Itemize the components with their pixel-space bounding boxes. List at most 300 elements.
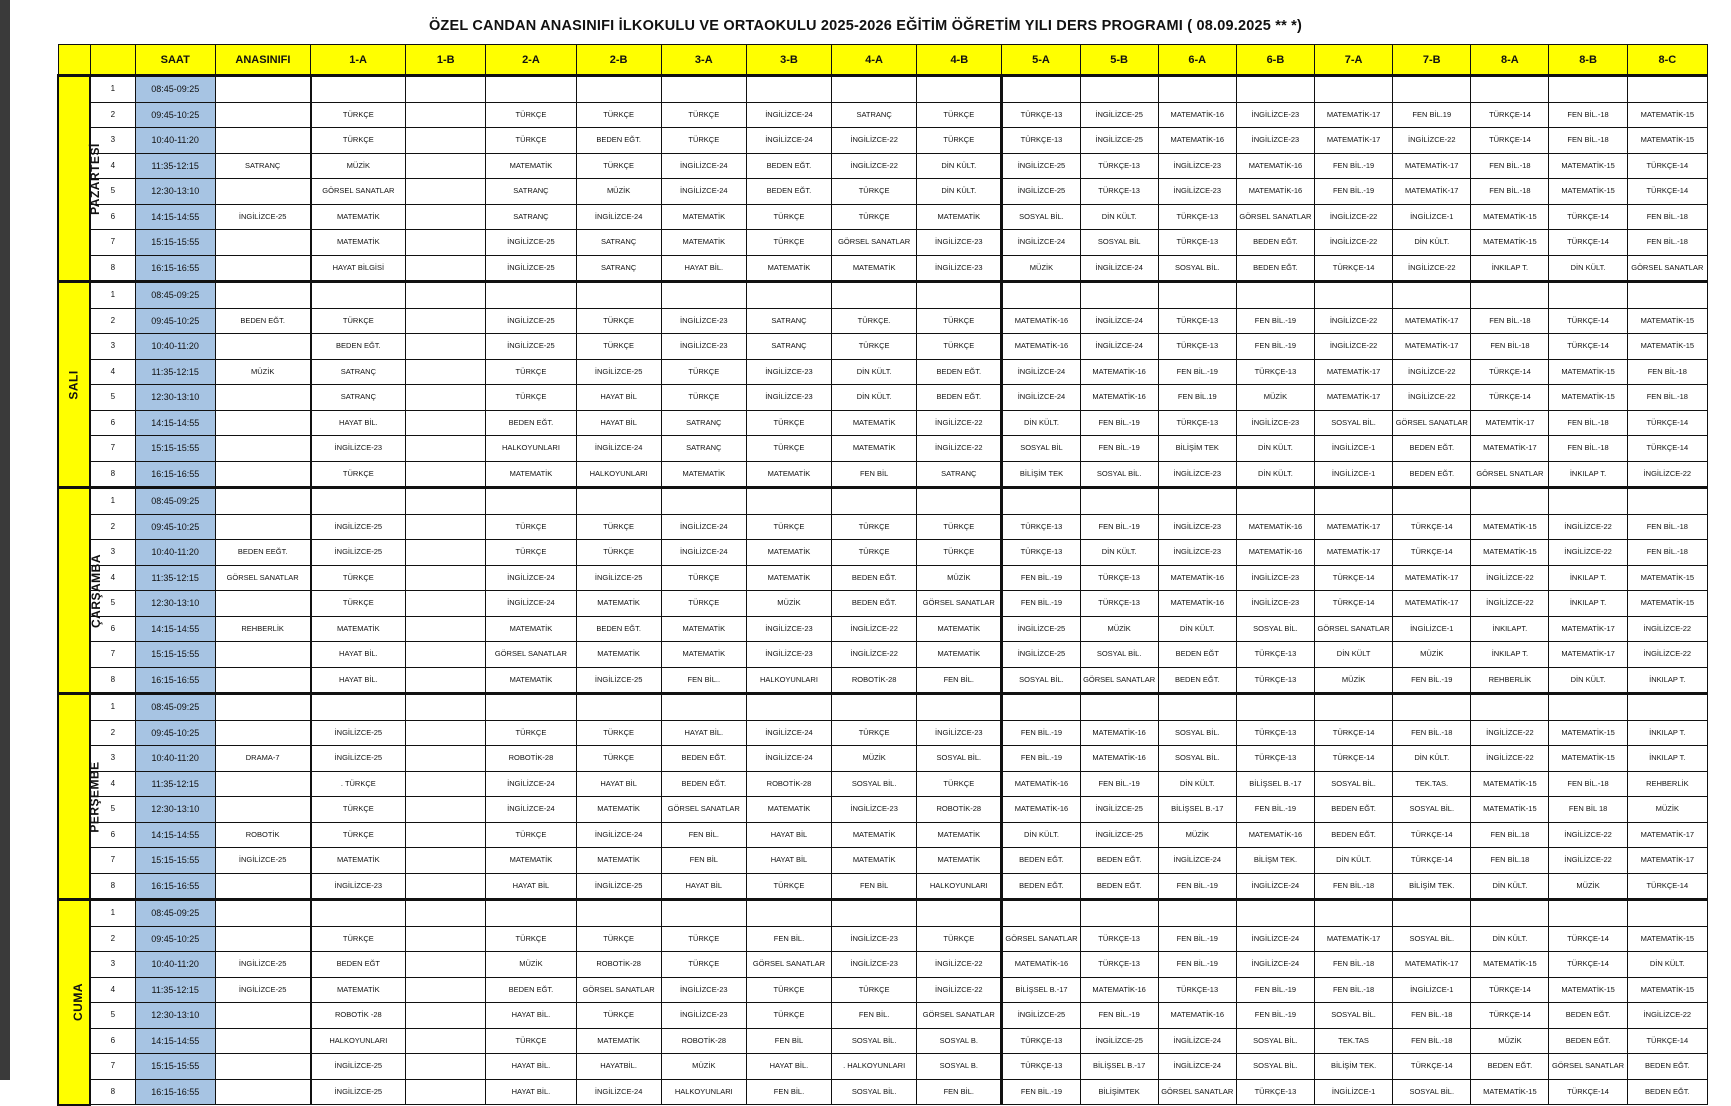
period-row	[58, 102, 1708, 128]
lesson-cell: İNGİLİZCE-22	[1471, 591, 1549, 617]
lesson-cell: HALKOYUNLARI	[486, 436, 576, 462]
period-time: 11:35-12:15	[135, 153, 215, 179]
lesson-cell: İNGİLİZCE-25	[1080, 1028, 1158, 1054]
period-time: 09:45-10:25	[135, 926, 215, 952]
period-time: 14:15-14:55	[135, 204, 215, 230]
lesson-cell: DİN KÜLT.	[1002, 410, 1080, 436]
lesson-cell: HAYAT BİL.	[486, 1054, 576, 1080]
lesson-cell: MATEMATİK-17	[1393, 308, 1471, 334]
lesson-cell	[1549, 76, 1627, 103]
lesson-cell: TEK.TAS	[1315, 1028, 1393, 1054]
lesson-cell: İNGİLİZCE-23	[1158, 153, 1236, 179]
lesson-cell: İNGİLİZCE-25	[1002, 1003, 1080, 1029]
lesson-cell: MATEMATİK-17	[1393, 153, 1471, 179]
period-row	[58, 565, 1708, 591]
lesson-cell: MÜZİK	[1315, 667, 1393, 694]
period-number: 3	[90, 952, 135, 978]
lesson-cell: FEN BİL.19	[1393, 102, 1471, 128]
lesson-cell: TÜRKÇE-13	[1002, 514, 1080, 540]
lesson-cell: TÜRKÇE-13	[1236, 720, 1314, 746]
lesson-cell: MATEMATİK-16	[1158, 591, 1236, 617]
lesson-cell: DİN KÜLT.	[1315, 848, 1393, 874]
period-time: 09:45-10:25	[135, 720, 215, 746]
lesson-cell: MATEMATİK	[746, 540, 831, 566]
lesson-cell	[1471, 76, 1549, 103]
lesson-cell: DİN KÜLT	[1315, 642, 1393, 668]
lesson-cell: MATEMATİK-15	[1549, 746, 1627, 772]
lesson-cell: SOSYAL BİL.	[1236, 1028, 1314, 1054]
lesson-cell	[406, 514, 486, 540]
lesson-cell: FEN BİL.	[917, 1079, 1002, 1105]
lesson-cell: İNGİLİZCE-23	[1236, 102, 1314, 128]
period-time: 15:15-15:55	[135, 436, 215, 462]
lesson-cell: MATEMATİK-17	[1315, 385, 1393, 411]
lesson-cell: MATEMATİK	[661, 642, 746, 668]
lesson-cell: TÜRKÇE-14	[1315, 591, 1393, 617]
lesson-cell: BEDEN EĞT	[1158, 642, 1236, 668]
lesson-cell: HALKOYUNLARI	[917, 873, 1002, 900]
lesson-cell: MATEMATİK-15	[1627, 926, 1707, 952]
lesson-cell	[311, 488, 406, 515]
lesson-cell: DİN KÜLT.	[1393, 746, 1471, 772]
lesson-cell: SOSYAL BİL	[1002, 436, 1080, 462]
lesson-cell: MATEMATİK-16	[1002, 952, 1080, 978]
lesson-cell: MATEMATİK-16	[1002, 334, 1080, 360]
lesson-cell: İNKILAP T.	[1627, 667, 1707, 694]
column-header: 5-A	[1002, 45, 1080, 76]
lesson-cell: İNGİLİZCE-22	[1315, 308, 1393, 334]
period-number: 5	[90, 591, 135, 617]
lesson-cell: MÜZİK	[576, 179, 661, 205]
lesson-cell: İNGİLİZCE-23	[832, 952, 917, 978]
period-number: 8	[90, 667, 135, 694]
lesson-cell	[576, 900, 661, 927]
lesson-cell: İNGİLİZCE-25	[311, 1054, 406, 1080]
lesson-cell: MATEMATİK-16	[1080, 746, 1158, 772]
period-number: 7	[90, 642, 135, 668]
lesson-cell	[1627, 76, 1707, 103]
lesson-cell	[406, 746, 486, 772]
lesson-cell: TÜRKÇE-13	[1236, 359, 1314, 385]
lesson-cell: GÖRSEL SANATLAR	[832, 230, 917, 256]
period-row	[58, 746, 1708, 772]
lesson-cell: TÜRKÇE	[486, 540, 576, 566]
lesson-cell: İNKILAP T.	[1471, 255, 1549, 282]
lesson-cell: İNGİLİZCE-22	[1471, 565, 1549, 591]
lesson-cell	[917, 694, 1002, 721]
lesson-cell: TÜRKÇE-13	[1002, 1028, 1080, 1054]
lesson-cell: İNGİLİZCE-22	[1627, 1003, 1707, 1029]
lesson-cell: İNGİLİZCE-25	[576, 359, 661, 385]
lesson-cell: MATEMATİK	[832, 436, 917, 462]
lesson-cell: İNGİLİZCE-22	[1549, 514, 1627, 540]
lesson-cell: FEN BİL.-19	[1158, 926, 1236, 952]
period-row	[58, 204, 1708, 230]
header-row	[58, 45, 1708, 76]
lesson-cell: İNGİLİZCE-1	[1393, 616, 1471, 642]
lesson-cell: GÖRSEL SANATLAR	[576, 977, 661, 1003]
lesson-cell: TÜRKÇE-13	[1080, 952, 1158, 978]
lesson-cell	[406, 230, 486, 256]
lesson-cell: HAYAT BİL	[746, 848, 831, 874]
lesson-cell: BEDEN EĞT.	[1393, 436, 1471, 462]
lesson-cell: GÖRSEL SANATLAR	[917, 1003, 1002, 1029]
lesson-cell	[406, 591, 486, 617]
lesson-cell: TÜRKÇE-13	[1158, 204, 1236, 230]
lesson-cell: SOSYAL BİL.	[1158, 746, 1236, 772]
lesson-cell: İNGİLİZCE-1	[1393, 977, 1471, 1003]
lesson-cell: SOSYAL B.	[917, 1054, 1002, 1080]
lesson-cell: İNGİLİZCE-25	[1002, 153, 1080, 179]
lesson-cell: MATEMATİK	[486, 616, 576, 642]
lesson-cell: BEDEN EĞT.	[661, 746, 746, 772]
lesson-cell: İNGİLİZCE-23	[661, 308, 746, 334]
lesson-cell: BEDEN EĞT.	[1236, 230, 1314, 256]
lesson-cell: TÜRKÇE	[576, 153, 661, 179]
lesson-cell	[1471, 694, 1549, 721]
lesson-cell: TÜRKÇE-14	[1627, 436, 1707, 462]
period-number: 1	[90, 282, 135, 309]
lesson-cell: MATEMATİK-16	[1002, 771, 1080, 797]
lesson-cell	[1158, 76, 1236, 103]
lesson-cell: MATEMATİK-17	[1393, 952, 1471, 978]
lesson-cell: BİLİŞSEL B.-17	[1236, 771, 1314, 797]
period-time: 08:45-09:25	[135, 76, 215, 103]
lesson-cell: MÜZİK	[661, 1054, 746, 1080]
lesson-cell	[406, 128, 486, 154]
lesson-cell	[406, 565, 486, 591]
lesson-cell: ROBOTİK-28	[917, 797, 1002, 823]
lesson-cell	[311, 900, 406, 927]
lesson-cell	[406, 952, 486, 978]
lesson-cell: İNGİLİZCE-22	[1471, 746, 1549, 772]
lesson-cell	[661, 282, 746, 309]
period-number: 7	[90, 1054, 135, 1080]
period-number: 5	[90, 797, 135, 823]
lesson-cell: İNGİLİZCE-22	[917, 952, 1002, 978]
lesson-cell	[746, 694, 831, 721]
lesson-cell: BEDEN EĞT.	[1549, 1028, 1627, 1054]
lesson-cell: İNGİLİZCE-23	[746, 359, 831, 385]
lesson-cell: BEDEN EĞT.	[576, 616, 661, 642]
lesson-cell: TÜRKÇE	[576, 926, 661, 952]
period-row	[58, 385, 1708, 411]
lesson-cell: TÜRKÇE-13	[1080, 591, 1158, 617]
column-header: 4-B	[917, 45, 1002, 76]
period-time: 10:40-11:20	[135, 952, 215, 978]
period-row	[58, 642, 1708, 668]
period-number: 1	[90, 488, 135, 515]
period-row	[58, 1003, 1708, 1029]
schedule-header	[58, 45, 1708, 76]
lesson-cell	[661, 900, 746, 927]
period-row	[58, 1028, 1708, 1054]
lesson-cell	[661, 76, 746, 103]
lesson-cell	[1471, 282, 1549, 309]
lesson-cell: İNGİLİZCE-23	[311, 436, 406, 462]
lesson-cell: İNGİLİZCE-24	[661, 179, 746, 205]
lesson-cell: BİLİŞİM TEK.	[1393, 873, 1471, 900]
lesson-cell: REHBERLİK	[215, 616, 310, 642]
lesson-cell	[406, 410, 486, 436]
lesson-cell: BEDEN EĞT.	[1549, 1003, 1627, 1029]
lesson-cell: MATEMATİK	[917, 848, 1002, 874]
lesson-cell	[1080, 282, 1158, 309]
lesson-cell: İNGİLİZCE-22	[832, 616, 917, 642]
lesson-cell: SATRANÇ	[661, 436, 746, 462]
lesson-cell	[1080, 900, 1158, 927]
lesson-cell: FEN BİL.-18	[1549, 102, 1627, 128]
lesson-cell	[1236, 900, 1314, 927]
lesson-cell	[832, 900, 917, 927]
lesson-cell: GÖRSEL SANATLAR	[1236, 204, 1314, 230]
lesson-cell: TÜRKÇE	[832, 179, 917, 205]
lesson-cell: İNGİLİZCE-25	[1002, 642, 1080, 668]
lesson-cell: MATEMATİK	[311, 848, 406, 874]
lesson-cell: MATEMTİK-17	[1471, 410, 1549, 436]
period-time: 08:45-09:25	[135, 282, 215, 309]
lesson-cell: MATEMATİK	[746, 255, 831, 282]
lesson-cell: FEN BİL.-18	[1627, 514, 1707, 540]
lesson-cell	[1315, 694, 1393, 721]
lesson-cell: TÜRKÇE-13	[1080, 565, 1158, 591]
lesson-cell: SOSYAL BİL.	[832, 771, 917, 797]
lesson-cell: İNGİLİZCE-22	[1549, 848, 1627, 874]
lesson-cell	[215, 461, 310, 488]
lesson-cell: MATEMATİK	[832, 255, 917, 282]
lesson-cell: İNGİLİZCE-1	[1393, 204, 1471, 230]
lesson-cell: BEDEN EĞT	[311, 952, 406, 978]
lesson-cell	[1549, 488, 1627, 515]
lesson-cell: MATEMATİK	[661, 230, 746, 256]
lesson-cell: HAYAT BİL.	[311, 642, 406, 668]
lesson-cell: MÜZİK	[1627, 797, 1707, 823]
lesson-cell	[1315, 282, 1393, 309]
lesson-cell	[215, 591, 310, 617]
period-number: 3	[90, 128, 135, 154]
lesson-cell: TÜRKÇE	[746, 436, 831, 462]
lesson-cell: İNGİLİZCE-22	[832, 642, 917, 668]
lesson-cell: BEDEN EĞT.	[1627, 1079, 1707, 1105]
lesson-cell: SOSYAL BİL.	[1315, 1003, 1393, 1029]
lesson-cell: İNKILAPT.	[1471, 616, 1549, 642]
lesson-cell: SOSYAL BİL.	[1393, 926, 1471, 952]
lesson-cell: İNKILAP T.	[1471, 642, 1549, 668]
lesson-cell: İNGİLİZCE-24	[1080, 255, 1158, 282]
lesson-cell: BEDEN EĞT.	[1080, 848, 1158, 874]
lesson-cell	[215, 436, 310, 462]
lesson-cell: GÖRSEL SANATLAR	[917, 591, 1002, 617]
lesson-cell: DRAMA-7	[215, 746, 310, 772]
lesson-cell: HAYAT BİL.	[661, 720, 746, 746]
lesson-cell: İNGİLİZCE-24	[1236, 926, 1314, 952]
lesson-cell: MATEMATİK-16	[1080, 720, 1158, 746]
lesson-cell: BEDEN EĞT.	[746, 153, 831, 179]
lesson-cell: TÜRKÇE-14	[1627, 179, 1707, 205]
period-row	[58, 616, 1708, 642]
lesson-cell: TÜRKÇE	[661, 952, 746, 978]
lesson-cell: SATRANÇ	[576, 255, 661, 282]
period-time: 14:15-14:55	[135, 1028, 215, 1054]
lesson-cell: MATEMATİK-16	[1236, 822, 1314, 848]
period-time: 12:30-13:10	[135, 179, 215, 205]
lesson-cell: FEN BİL.-19	[1002, 1079, 1080, 1105]
lesson-cell: BEDEN EĞT.	[311, 334, 406, 360]
lesson-cell: MÜZİK	[746, 591, 831, 617]
lesson-cell: TÜRKÇE	[661, 385, 746, 411]
lesson-cell	[1471, 488, 1549, 515]
period-row	[58, 76, 1708, 103]
lesson-cell: İNGİLİZCE-24	[576, 822, 661, 848]
lesson-cell	[1393, 76, 1471, 103]
lesson-cell	[215, 642, 310, 668]
lesson-cell: İNGİLİZCE-22	[1315, 334, 1393, 360]
lesson-cell	[406, 1054, 486, 1080]
lesson-cell	[1393, 900, 1471, 927]
lesson-cell	[1627, 694, 1707, 721]
lesson-cell: TÜRKÇE	[661, 926, 746, 952]
lesson-cell: BEDEN EĞT.	[1627, 1054, 1707, 1080]
period-time: 12:30-13:10	[135, 1003, 215, 1029]
lesson-cell: MATEMATİK-17	[1315, 102, 1393, 128]
lesson-cell	[406, 848, 486, 874]
lesson-cell: HAYATBİL.	[576, 1054, 661, 1080]
lesson-cell: SATRANÇ	[576, 230, 661, 256]
lesson-cell	[746, 488, 831, 515]
lesson-cell: MATEMATİK-15	[1471, 230, 1549, 256]
lesson-cell	[1315, 76, 1393, 103]
period-row	[58, 308, 1708, 334]
column-header: 7-B	[1393, 45, 1471, 76]
lesson-cell: SATRANÇ	[917, 461, 1002, 488]
period-time: 16:15-16:55	[135, 255, 215, 282]
period-row	[58, 1054, 1708, 1080]
lesson-cell: İNGİLİZCE-22	[832, 128, 917, 154]
period-number: 3	[90, 540, 135, 566]
lesson-cell: MÜZİK	[1471, 1028, 1549, 1054]
column-header: 3-A	[661, 45, 746, 76]
lesson-cell: SOSYAL BİL.	[1315, 771, 1393, 797]
lesson-cell: FEN BİL.18	[1471, 848, 1549, 874]
period-time: 08:45-09:25	[135, 694, 215, 721]
lesson-cell: BİLİŞM TEK.	[1236, 848, 1314, 874]
lesson-cell	[406, 334, 486, 360]
lesson-cell: TÜRKÇE	[917, 540, 1002, 566]
lesson-cell: FEN BİL	[661, 848, 746, 874]
lesson-cell: TÜRKÇE	[486, 1028, 576, 1054]
lesson-cell: FEN BİL.-19	[1080, 514, 1158, 540]
lesson-cell: MATEMATİK-16	[1158, 565, 1236, 591]
lesson-cell: ROBOTİK -28	[311, 1003, 406, 1029]
lesson-cell: TÜRKÇE	[917, 102, 1002, 128]
lesson-cell	[1393, 694, 1471, 721]
lesson-cell	[215, 797, 310, 823]
lesson-cell: İNGİLİZCE-24	[661, 514, 746, 540]
lesson-cell	[1002, 282, 1080, 309]
lesson-cell: HAYAT BİL.	[311, 667, 406, 694]
period-row	[58, 977, 1708, 1003]
lesson-cell	[406, 1003, 486, 1029]
day-label	[58, 76, 102, 282]
lesson-cell: MATEMATİK-15	[1627, 977, 1707, 1003]
lesson-cell	[406, 900, 486, 927]
lesson-cell: SOSYAL BİL.	[832, 1028, 917, 1054]
period-number: 4	[90, 565, 135, 591]
lesson-cell: MATEMATİK-17	[1627, 822, 1707, 848]
lesson-cell	[1158, 488, 1236, 515]
lesson-cell: TÜRKÇE	[576, 514, 661, 540]
lesson-cell: TÜRKÇE-14	[1471, 977, 1549, 1003]
period-row	[58, 179, 1708, 205]
lesson-cell: FEN BİL.-18	[1549, 410, 1627, 436]
lesson-cell: MÜZİK	[917, 565, 1002, 591]
column-header	[90, 45, 135, 76]
lesson-cell: BEDEN EĞT.	[215, 308, 310, 334]
lesson-cell: MATEMATİK-17	[1315, 359, 1393, 385]
lesson-cell: TÜRKÇE	[746, 977, 831, 1003]
lesson-cell: TÜRKÇE-13	[1080, 179, 1158, 205]
period-row	[58, 952, 1708, 978]
lesson-cell	[215, 255, 310, 282]
period-number: 7	[90, 230, 135, 256]
lesson-cell: SOSYAL BİL.	[1002, 667, 1080, 694]
lesson-cell	[1080, 76, 1158, 103]
lesson-cell: MATEMATİK-15	[1549, 153, 1627, 179]
period-number: 4	[90, 977, 135, 1003]
lesson-cell: FEN BİL.-19	[1158, 873, 1236, 900]
lesson-cell: İNGİLİZCE-24	[746, 128, 831, 154]
lesson-cell: FEN BİL.-18	[1627, 540, 1707, 566]
lesson-cell	[917, 900, 1002, 927]
lesson-cell: TÜRKÇE-14	[1627, 873, 1707, 900]
lesson-cell: MATEMATİK	[576, 642, 661, 668]
lesson-cell	[746, 282, 831, 309]
period-time: 16:15-16:55	[135, 667, 215, 694]
lesson-cell: İNGİLİZCE-24	[1158, 1054, 1236, 1080]
lesson-cell: İNGİLİZCE-23	[917, 230, 1002, 256]
lesson-cell: İNGİLİZCE-25	[576, 565, 661, 591]
lesson-cell: TÜRKÇE	[311, 308, 406, 334]
lesson-cell: İNGİLİZCE-24	[486, 565, 576, 591]
lesson-cell: GÖRSEL SANATLAR	[1315, 616, 1393, 642]
lesson-cell: TÜRKÇE-13	[1158, 230, 1236, 256]
lesson-cell: BEDEN EĞT.	[917, 385, 1002, 411]
lesson-cell: MATEMATİK-16	[1002, 797, 1080, 823]
lesson-cell: MÜZİK	[1080, 616, 1158, 642]
lesson-cell: TÜRKÇE-14	[1549, 926, 1627, 952]
lesson-cell: TÜRKÇE	[576, 746, 661, 772]
lesson-cell: TÜRKÇE-14	[1393, 540, 1471, 566]
lesson-cell: MATEMATİK-17	[1393, 179, 1471, 205]
column-header: 8-C	[1627, 45, 1707, 76]
lesson-cell: İNGİLİZCE-25	[486, 255, 576, 282]
lesson-cell: . TÜRKÇE	[311, 771, 406, 797]
period-row	[58, 436, 1708, 462]
lesson-cell: MATEMATİK	[832, 410, 917, 436]
lesson-cell: TÜRKÇE	[486, 822, 576, 848]
lesson-cell: MATEMATİK	[576, 797, 661, 823]
lesson-cell: MATEMATİK-15	[1627, 128, 1707, 154]
lesson-cell: GÖRSEL SANATLAR	[746, 952, 831, 978]
period-time: 14:15-14:55	[135, 410, 215, 436]
lesson-cell: TÜRKÇE-14	[1393, 1054, 1471, 1080]
period-time: 15:15-15:55	[135, 230, 215, 256]
lesson-cell: İNGİLİZCE-24	[486, 771, 576, 797]
lesson-cell: MATEMATİK	[486, 848, 576, 874]
window-left-edge	[0, 0, 10, 1080]
period-row	[58, 334, 1708, 360]
lesson-cell: REHBERLİK	[1471, 667, 1549, 694]
